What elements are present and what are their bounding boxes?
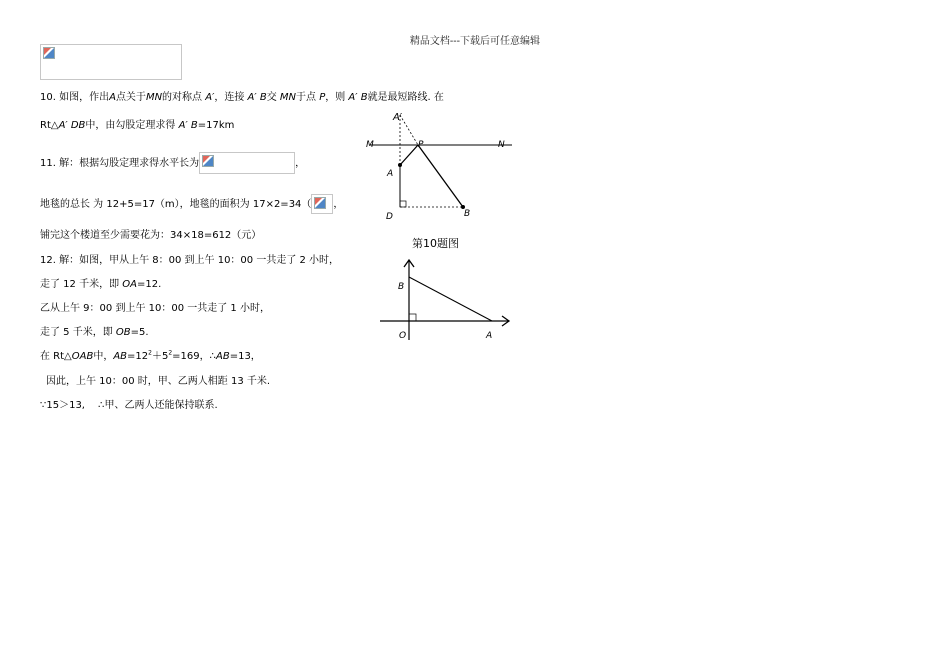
figure-10 (360, 105, 520, 255)
label-o: O (399, 331, 407, 341)
broken-image-icon (202, 155, 214, 167)
q12-line-3: 乙从上午 9：00 到上午 10：00 一共走了 1 小时， (40, 303, 270, 314)
dashed-a2-p (400, 115, 418, 145)
q12-line-6: 因此，上午 10：00 时，甲、乙两人相距 13 千米. (46, 376, 271, 387)
broken-image-icon (43, 47, 55, 59)
segment-a-p (400, 145, 418, 165)
right-angle-mark-o (409, 314, 416, 321)
label-a: A (387, 169, 394, 179)
label-a2: A′ (393, 112, 403, 123)
q11-line-1: 11. 解：根据勾股定理求得水平长为 ， (40, 152, 305, 174)
q11-line-3: 铺完这个楼道至少需要花为：34×18=612（元） (40, 230, 262, 241)
q10-line-1: 10. 如图，作出A点关于MN的对称点 A′，连接 A′ B交 MN于点 P，则 A′ B就是最短路线. 在 (40, 92, 444, 103)
q12-line-5: 在 Rt△OAB中，$AB=12^2+5^2=169$，∴AB=13， (40, 349, 261, 362)
label-d: D (386, 212, 393, 222)
figure-10-caption: 第10题图 (412, 237, 459, 250)
q11-line-2: 地毯的总长 为 12+5=17（m），地毯的面积为 17×2=34（ ， (40, 194, 343, 214)
segment-p-b (418, 145, 463, 207)
broken-image-icon (314, 197, 326, 209)
figure-12 (376, 256, 516, 346)
q12-line-4: 走了 5 千米，即 OB=5. (40, 327, 149, 338)
label-b: B (464, 209, 471, 219)
segment-b-a (409, 277, 492, 321)
point-a (398, 163, 402, 167)
q10-line-2: Rt△A′ DB中，由勾股定理求得 A′ B=17km (40, 120, 235, 131)
label-a: A (486, 331, 493, 341)
label-b: B (398, 282, 405, 292)
image-placeholder-q11b (311, 194, 333, 214)
image-placeholder-top (40, 44, 182, 80)
right-angle-mark-d (400, 201, 406, 207)
label-p: P (418, 140, 424, 150)
label-n: N (498, 140, 505, 150)
q12-line-1: 12. 解：如图，甲从上午 8：00 到上午 10：00 一共走了 2 小时， (40, 255, 340, 266)
q12-line-7: ∵15＞13, ∴甲、乙两人还能保持联系. (40, 400, 218, 411)
page-header: 精品文档---下载后可任意编辑 (409, 36, 541, 47)
q12-line-2: 走了 12 千米，即 OA=12. (40, 279, 162, 290)
image-placeholder-q11 (199, 152, 295, 174)
label-m: M (366, 140, 374, 150)
